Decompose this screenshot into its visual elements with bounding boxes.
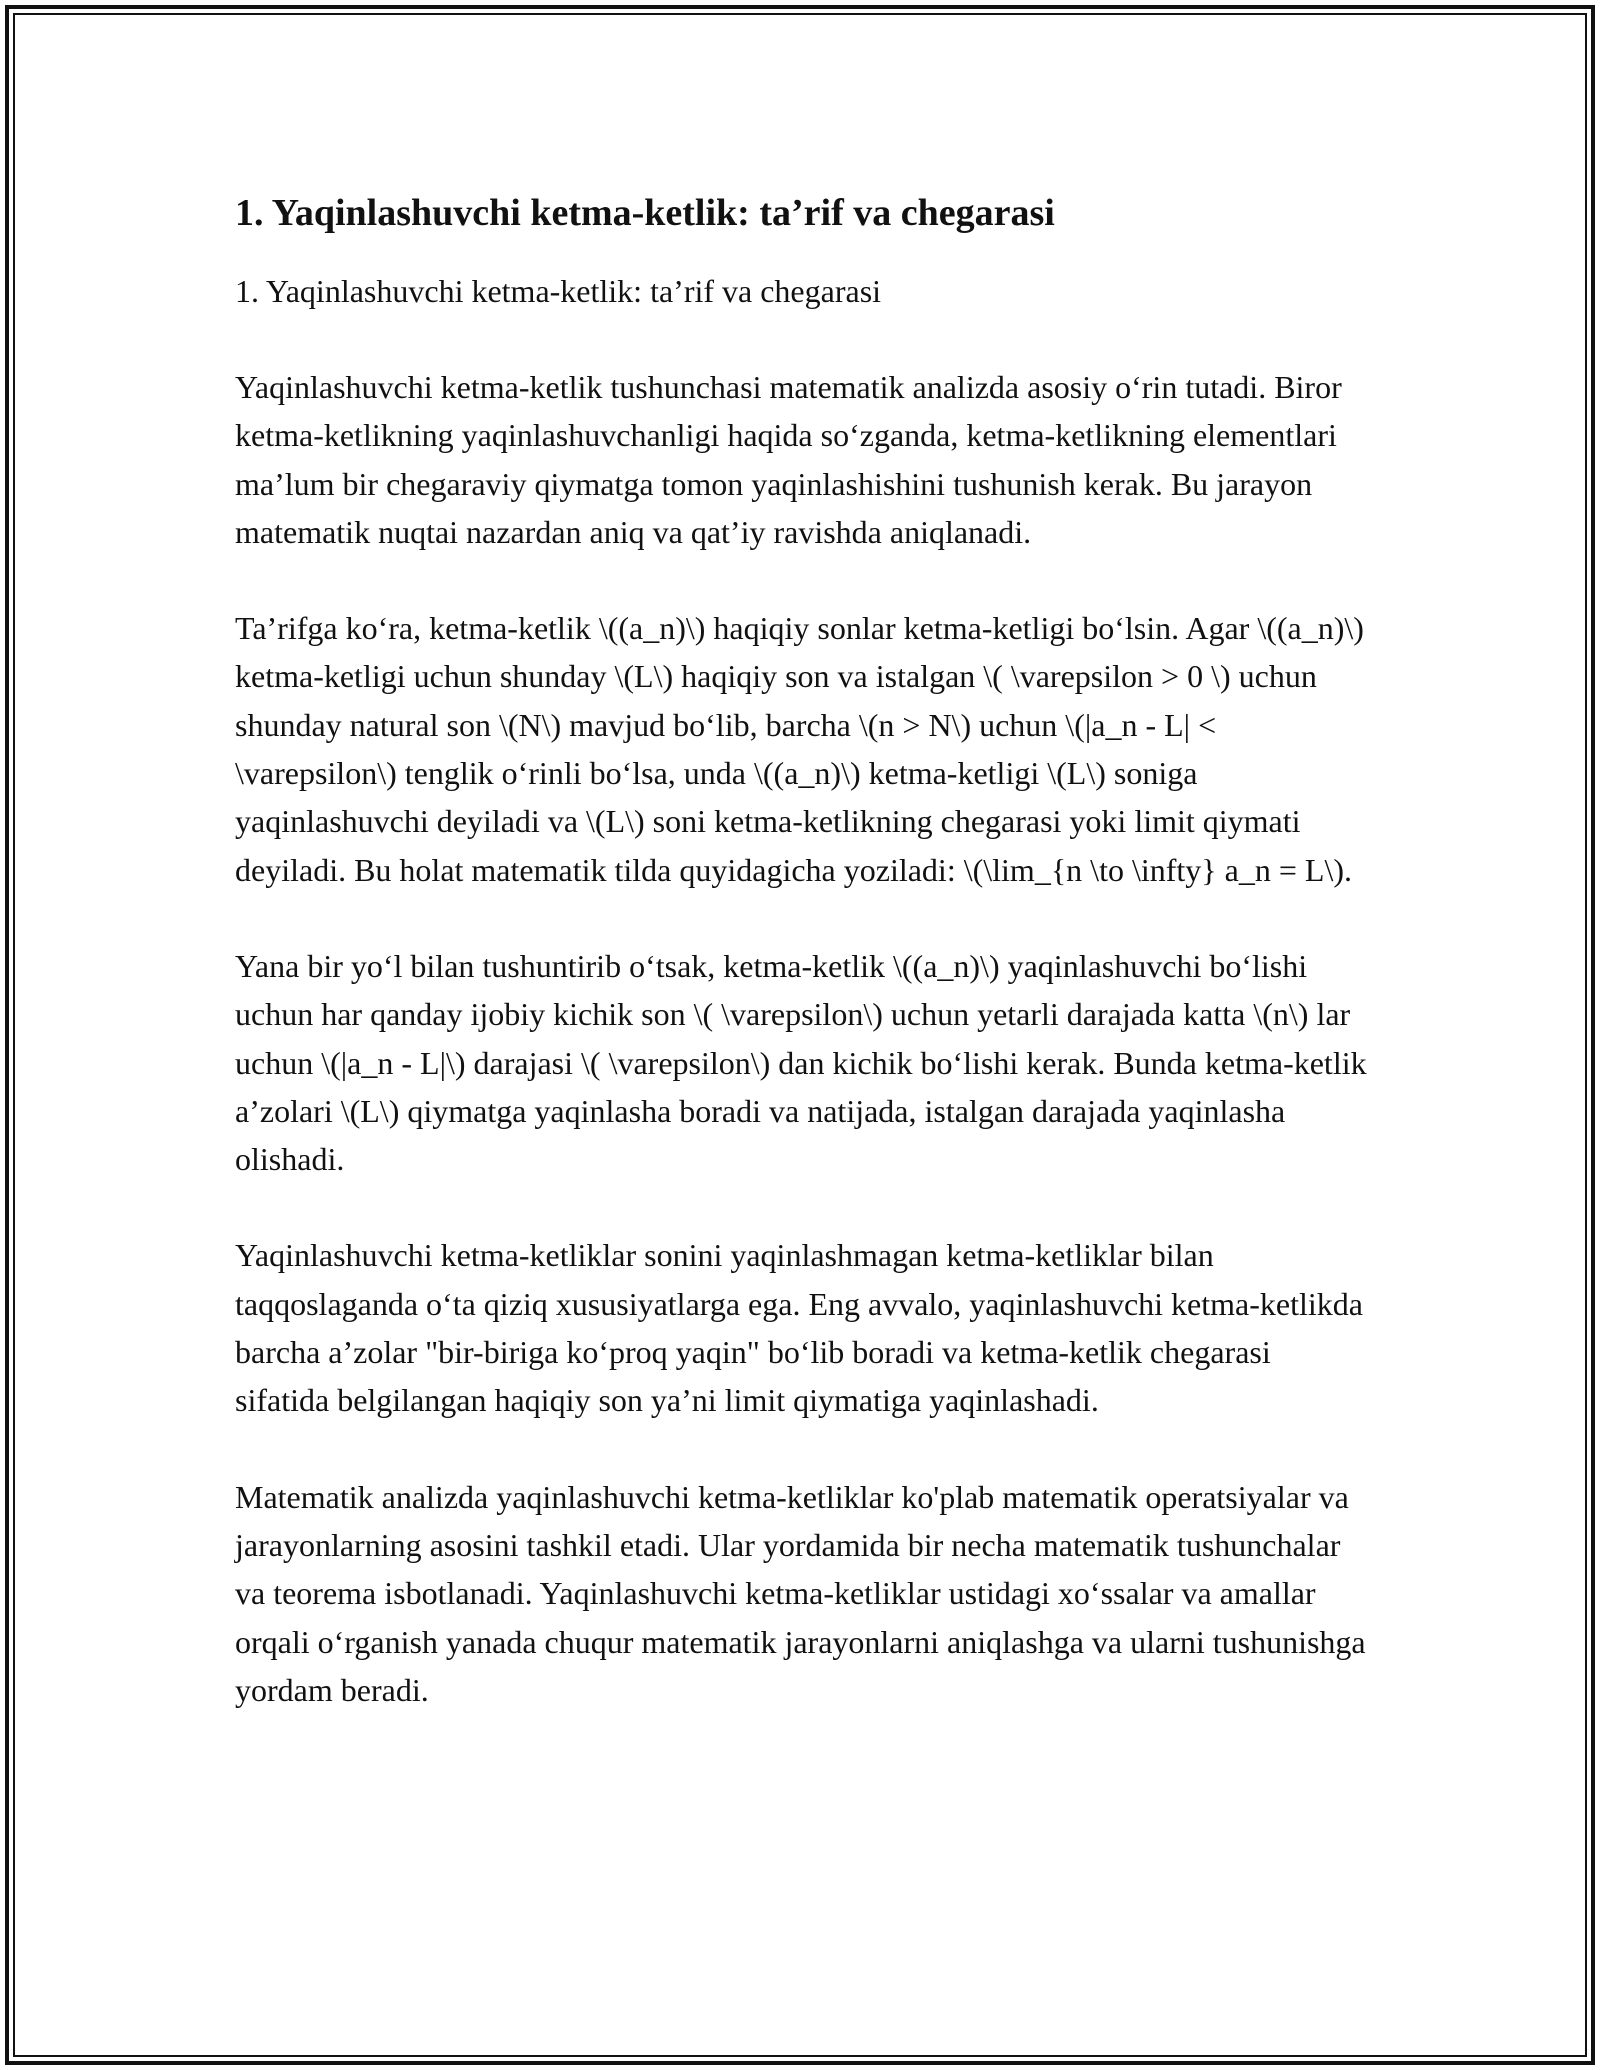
paragraph-5: Matematik analizda yaqinlashuvchi ketma-ketliklar ko'plab matematik operatsiyalar va jarayonlarning asosini tashkil etadi. Ular yordamida bir necha matematik tushunchalar va teorema isbotlanadi. Yaqinlashuvchi ketma-ketliklar ustidagi xo‘ssalar va amallar orqali o‘rganish yanada chuqur matematik jarayonlarni aniqlashga va ularni tushunishga yordam beradi.: [235, 1478, 1366, 1708]
document-subtitle: 1. Yaqinlashuvchi ketma-ketlik: ta’rif va chegarasi: [235, 273, 882, 309]
paragraph-1: Yaqinlashuvchi ketma-ketlik tushunchasi matematik analizda asosiy o‘rin tutadi. Biror ketma-ketlikning yaqinlashuvchanligi haqida so‘zganda, ketma-ketlikning elementlari ma’lum bir chegaraviy qiymatga tomon yaqinlashishini tushunish kerak. Bu jarayon matematik nuqtai nazardan aniq va qat’iy ravishda aniqlanadi.: [235, 369, 1342, 550]
document-body: [235, 185, 1370, 1714]
paragraph-2: Ta’rifga ko‘ra, ketma-ketlik \((a_n)\) haqiqiy sonlar ketma-ketligi bo‘lsin. Agar \((a_n)\) ketma-ketligi uchun shunday \(L\) haqiqiy son va istalgan \( \varepsilon > 0 \) uchun shunday natural son \(N\) mavjud bo‘lib, barcha \(n > N\) uchun \(|a_n - L| < \varepsilon\) tenglik o‘rinli bo‘lsa, unda \((a_n)\) ketma-ketligi \(L\) soniga yaqinlashuvchi deyiladi va \(L\) soni ketma-ketlikning chegarasi yoki limit qiymati deyiladi. Bu holat matematik tilda quyidagicha yoziladi: \(\lim_{n \to \infty} a_n = L\).: [235, 610, 1364, 888]
document-title: 1. Yaqinlashuvchi ketma-ketlik: ta’rif va chegarasi: [235, 192, 1055, 234]
paragraph-3: Yana bir yo‘l bilan tushuntirib o‘tsak, ketma-ketlik \((a_n)\) yaqinlashuvchi bo‘lishi uchun har qanday ijobiy kichik son \( \varepsilon\) uchun yetarli darajada katta \(n\) lar uchun \(|a_n - L|\) darajasi \( \varepsilon\) dan kichik bo‘lishi kerak. Bunda ketma-ketlik a’zolari \(L\) qiymatga yaqinlasha boradi va natijada, istalgan darajada yaqinlasha olishadi.: [235, 947, 1367, 1178]
paragraph-4: Yaqinlashuvchi ketma-ketliklar sonini yaqinlashmagan ketma-ketliklar bilan taqqoslaganda o‘ta qiziq xususiyatlarga ega. Eng avvalo, yaqinlashuvchi ketma-ketlikda barcha a’zolar "bir-biriga ko‘proq yaqin" bo‘lib boradi va ketma-ketlik chegarasi sifatida belgilangan haqiqiy son ya’ni limit qiymatiga yaqinlashadi.: [235, 1237, 1363, 1419]
